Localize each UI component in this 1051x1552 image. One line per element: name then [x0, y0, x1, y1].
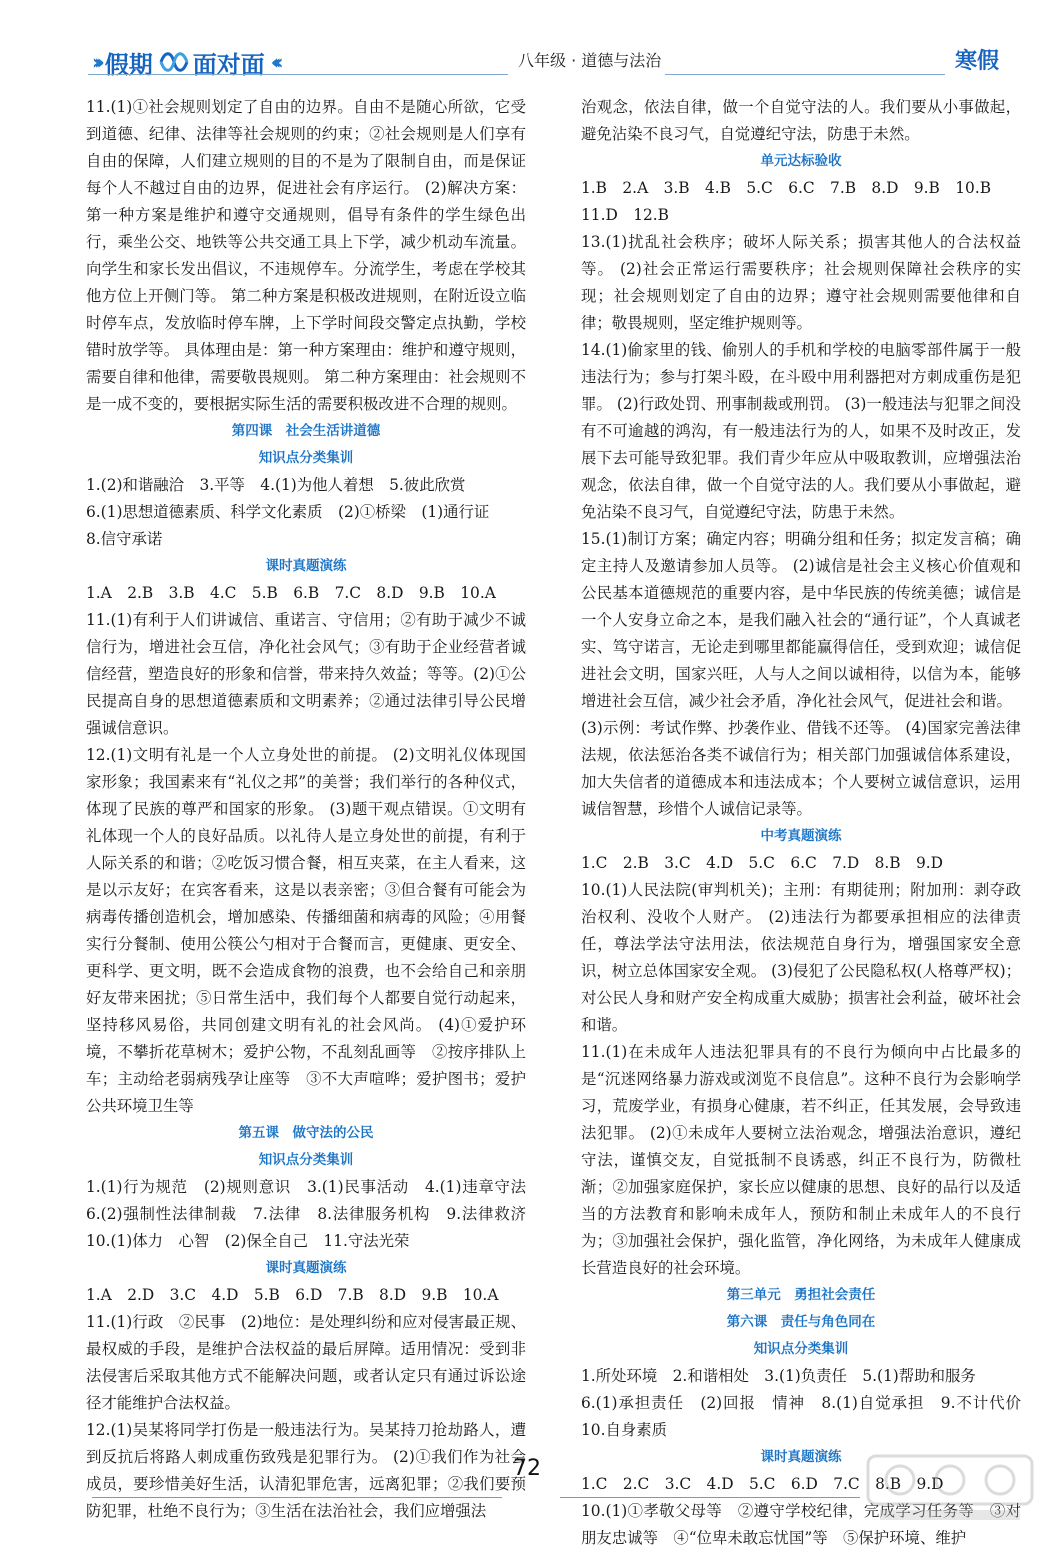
- left-section-heading: 第五课 做守法的公民: [238, 1125, 374, 1141]
- left-answer-paragraph: 1.A 2.B 3.B 4.C 5.B 6.B 7.C 8.D 9.B 10.A: [86, 584, 496, 602]
- right-answer-paragraph: 11.(1)在未成年人违法犯罪具有的不良行为倾向中占比最多的是“沉迷网络暴力游戏或浏览不良信息”。这种不良行为会影响学习，荒废学业，有损身心健康，若不纠正，任其发展，会导致违法犯罪。 (2)①未成年人要树立法治观念，增强法治意识，遵纪守法，谨慎交友，自觉抵制不良诱惑，纠正不良行为，防微杜渐；②加强家庭保护，家长应以健康的思想、良好的品行以及适当的方法教育和影响未成年人，预防和制止未成年人的不良行为；③加强社会保护，强化监管，净化网络，为未成年人健康成长营造良好的社会环境。: [581, 1043, 1021, 1277]
- left-section-heading: 课时真题演练: [265, 1260, 347, 1276]
- right-section-heading: 第六课 责任与角色同在: [726, 1314, 876, 1330]
- right-answer-paragraph: 13.(1)扰乱社会秩序；破坏人际关系；损害其他人的合法权益等。 (2)社会正常运行需要秩序；社会规则保障社会秩序的实现；社会规则划定了自由的边界；遵守社会规则需要他律和自律；敬畏规则，坚定维护规则等。: [581, 233, 1021, 332]
- right-section-heading: 第三单元 勇担社会责任: [726, 1287, 876, 1303]
- right-answer-paragraph: 1.C 2.B 3.C 4.D 5.C 6.C 7.D 8.B 9.D: [581, 854, 944, 872]
- right-answer-paragraph: 15.(1)制订方案；确定内容；明确分组和任务；拟定发言稿；确定主持人及邀请参加人员等。 (2)诚信是社会主义核心价值观和公民基本道德规范的重要内容，是中华民族的传统美德；诚信是一个人安身立命之本，是我们融入社会的“通行证”，个人真诚老实、笃守诺言，无论走到哪里都能赢得信任，受到欢迎；诚信促进社会文明，国家兴旺，人与人之间以诚相待，以信为本，能够增进社会互信，减少社会矛盾，净化社会风气，促进社会和谐。: [581, 530, 1021, 710]
- right-answer-column: [581, 94, 1037, 1552]
- left-section-heading: 第四课 社会生活讲道德: [231, 423, 381, 439]
- right-answer-paragraph: 11.D 12.B: [581, 206, 669, 224]
- left-section-heading: 知识点分类集训: [258, 1152, 354, 1168]
- left-section-heading: 知识点分类集训: [258, 450, 354, 466]
- right-section-heading: 单元达标验收: [760, 153, 842, 169]
- left-answer-paragraph: 8.信守承诺: [86, 530, 163, 548]
- left-answer-paragraph: 12.(1)文明有礼是一个人立身处世的前提。 (2)文明礼仪体现国家形象；我国素来有“礼仪之邦”的美誉；我们举行的各种仪式，体现了民族的尊严和国家的形象。 (3)题干观点错误。①文明有礼体现一个人的良好品质。以礼待人是立身处世的前提，有利于人际关系的和谐；②吃饭习惯合餐，相互夹菜，在主人看来，这是以示友好；在宾客看来，这是以表亲密；③但合餐有可能会为病毒传播创造机会，增加感染、传播细菌和病毒的风险；④用餐实行分餐制、使用公筷公勺相对于合餐而言，更健康、更安全、更科学、更文明，既不会造成食物的浪费，也不会给自己和亲朋好友带来困扰；⑤日常生活中，我们每个人都要自觉行动起来，坚持移风易俗，共同创建文明有礼的社会风尚。 (4)①爱护环境，不攀折花草树木；爱护公物，不乱刻乱画等 ②按序排队上车；主动给老弱病残孕让座等 ③不大声喧哗；爱护图书；爱护公共环境卫生等: [86, 746, 526, 1115]
- brand-text-right: 面对面: [192, 50, 265, 79]
- right-answer-paragraph: 10.(1)人民法院(审判机关)；主刑：有期徒刑；附加刑：剥夺政治权利、没收个人财产。 (2)违法行为都要承担相应的法律责任，尊法学法守法用法，依法规范自身行为，增强国家安全意识，树立总体国家安全观。 (3)侵犯了公民隐私权(人格尊严权)；对公民人身和财产安全构成重大威胁；损害社会利益，破坏社会和谐。: [581, 881, 1021, 1034]
- right-answer-paragraph: 1.B 2.A 3.B 4.B 5.C 6.C 7.B 8.D 9.B 10.B: [581, 179, 992, 197]
- left-answer-paragraph: 1.(1)行为规范 (2)规则意识 3.(1)民事活动 4.(1)违章守法 6.(2)强制性法律制裁 7.法律 8.法律服务机构 9.法律救济 10.(1)体力 心智 (2)保全自己 11.守法光荣: [86, 1178, 542, 1250]
- right-answer-paragraph: 6.(1)承担责任 (2)回报 情神 8.(1)自觉承担 9.不计代价 10.自身素质: [581, 1394, 1037, 1439]
- footer-rule-left: [92, 1497, 502, 1498]
- right-section-heading: 中考真题演练: [760, 828, 842, 844]
- chevron-left-icon: ‹‹‹: [270, 50, 278, 74]
- left-answer-paragraph: 6.(1)思想道德素质、科学文化素质 (2)①桥梁 (1)通行证: [86, 503, 490, 521]
- left-answer-paragraph: 1.(2)和谐融洽 3.平等 4.(1)为他人着想 5.彼此欣赏: [86, 476, 466, 494]
- left-answer-paragraph: 11.(1)行政 ②民事 (2)地位：是处理纠纷和应对侵害最正规、最权威的手段，是维护合法权益的最后屏障。适用情况：受到非法侵害后采取其他方式不能解决问题，或者认定只有通过诉讼途径才能维护合法权益。: [86, 1313, 526, 1412]
- season-label: 寒假: [955, 49, 1000, 74]
- chevron-right-icon: ›››: [92, 50, 99, 74]
- right-section-heading: 知识点分类集训: [753, 1341, 849, 1357]
- grade-subject-label: 八年级 · 道德与法治: [518, 51, 662, 70]
- left-answer-paragraph: 11.(1)有利于人们讲诚信、重诺言、守信用；②有助于减少不诚信行为，增进社会互信，净化社会风气；③有助于企业经营者诚信经营，塑造良好的形象和信誉，带来持久效益；等等。(2)①公民提高自身的思想道德素质和文明素养；②通过法律引导公民增强诚信意识。: [86, 611, 526, 737]
- left-answer-paragraph: 1.A 2.D 3.C 4.D 5.B 6.D 7.B 8.D 9.B 10.A: [86, 1286, 499, 1304]
- page-number: 72: [513, 1456, 541, 1481]
- footer-rule-right: [560, 1497, 860, 1498]
- header-rule-left: [88, 74, 508, 75]
- page-header: [0, 0, 1051, 90]
- right-answer-paragraph: 治观念，依法自律，做一个自觉守法的人。我们要从小事做起，避免沾染不良习气，自觉遵纪守法，防患于未然。: [581, 98, 1021, 143]
- left-answer-paragraph: 12.(1)吴某将同学打伤是一般违法行为。吴某持刀抢劫路人，遭到反抗后将路人刺成重伤致残是犯罪行为。 (2)①我们作为社会成员，要珍惜美好生活，认清犯罪危害，远离犯罪；②我们要预防犯罪，杜绝不良行为；③生活在法治社会，我们应增强法: [86, 1421, 526, 1520]
- header-rule-right: [665, 74, 945, 75]
- right-answer-paragraph: (3)示例：考试作弊、抄袭作业、借钱不还等。 (4)国家完善法律法规，依法惩治各类不诚信行为；相关部门加强诚信体系建设，加大失信者的道德成本和违法成本；个人要树立诚信意识，运用诚信智慧，珍惜个人诚信记录等。: [581, 719, 1021, 818]
- right-section-heading: 课时真题演练: [760, 1449, 842, 1465]
- brand-text-left: 假期: [104, 50, 153, 79]
- brand-swirl-icon: [157, 47, 191, 77]
- right-answer-paragraph: 1.C 2.C 3.C 4.D 5.C 6.D 7.C 8.B 9.D: [581, 1475, 944, 1493]
- right-answer-paragraph: 10.(1)①孝敬父母等 ②遵守学校纪律，完成学习任务等 ③对朋友忠诚等 ④“位卑未敢忘忧国”等 ⑤保护环境、维护: [581, 1502, 1021, 1547]
- right-answer-paragraph: 1.所处环境 2.和谐相处 3.(1)负责任 5.(1)帮助和服务: [581, 1367, 976, 1385]
- left-section-heading: 课时真题演练: [265, 558, 347, 574]
- left-answer-paragraph: 11.(1)①社会规则划定了自由的边界。自由不是随心所欲，它受到道德、纪律、法律等社会规则的约束；②社会规则是人们享有自由的保障，人们建立规则的目的不是为了限制自由，而是保证每个人不越过自由的边界，促进社会有序运行。 (2)解决方案：第一种方案是维护和遵守交通规则，倡导有条件的学生绿色出行，乘坐公交、地铁等公共交通工具上下学，减少机动车流量。向学生和家长发出倡议，不违规停车。分流学生，考虑在学校其他方位上开侧门等。 第二种方案是积极改进规则，在附近设立临时停车点，发放临时停车牌，上下学时间段交警定点执勤，学校错时放学等。 具体理由是：第一种方案理由：维护和遵守规则，需要自律和他律，需要敬畏规则。 第二种方案理由：社会规则不是一成不变的，要根据实际生活的需要积极改进不合理的规则。: [86, 98, 526, 413]
- right-answer-paragraph: 14.(1)偷家里的钱、偷别人的手机和学校的电脑零部件属于一般违法行为；参与打架斗殴，在斗殴中用利器把对方刺成重伤是犯罪。 (2)行政处罚、刑事制裁或刑罚。 (3)一般违法与犯罪之间没有不可逾越的鸿沟，有一般违法行为的人，如果不及时改正，发展下去可能导致犯罪。我们青少年应从中吸取教训，应增强法治观念，依法自律，做一个自觉守法的人。我们要从小事做起，避免沾染不良习气，自觉遵纪守法，防患于未然。: [581, 341, 1021, 521]
- watermark-logo: [860, 1448, 1040, 1528]
